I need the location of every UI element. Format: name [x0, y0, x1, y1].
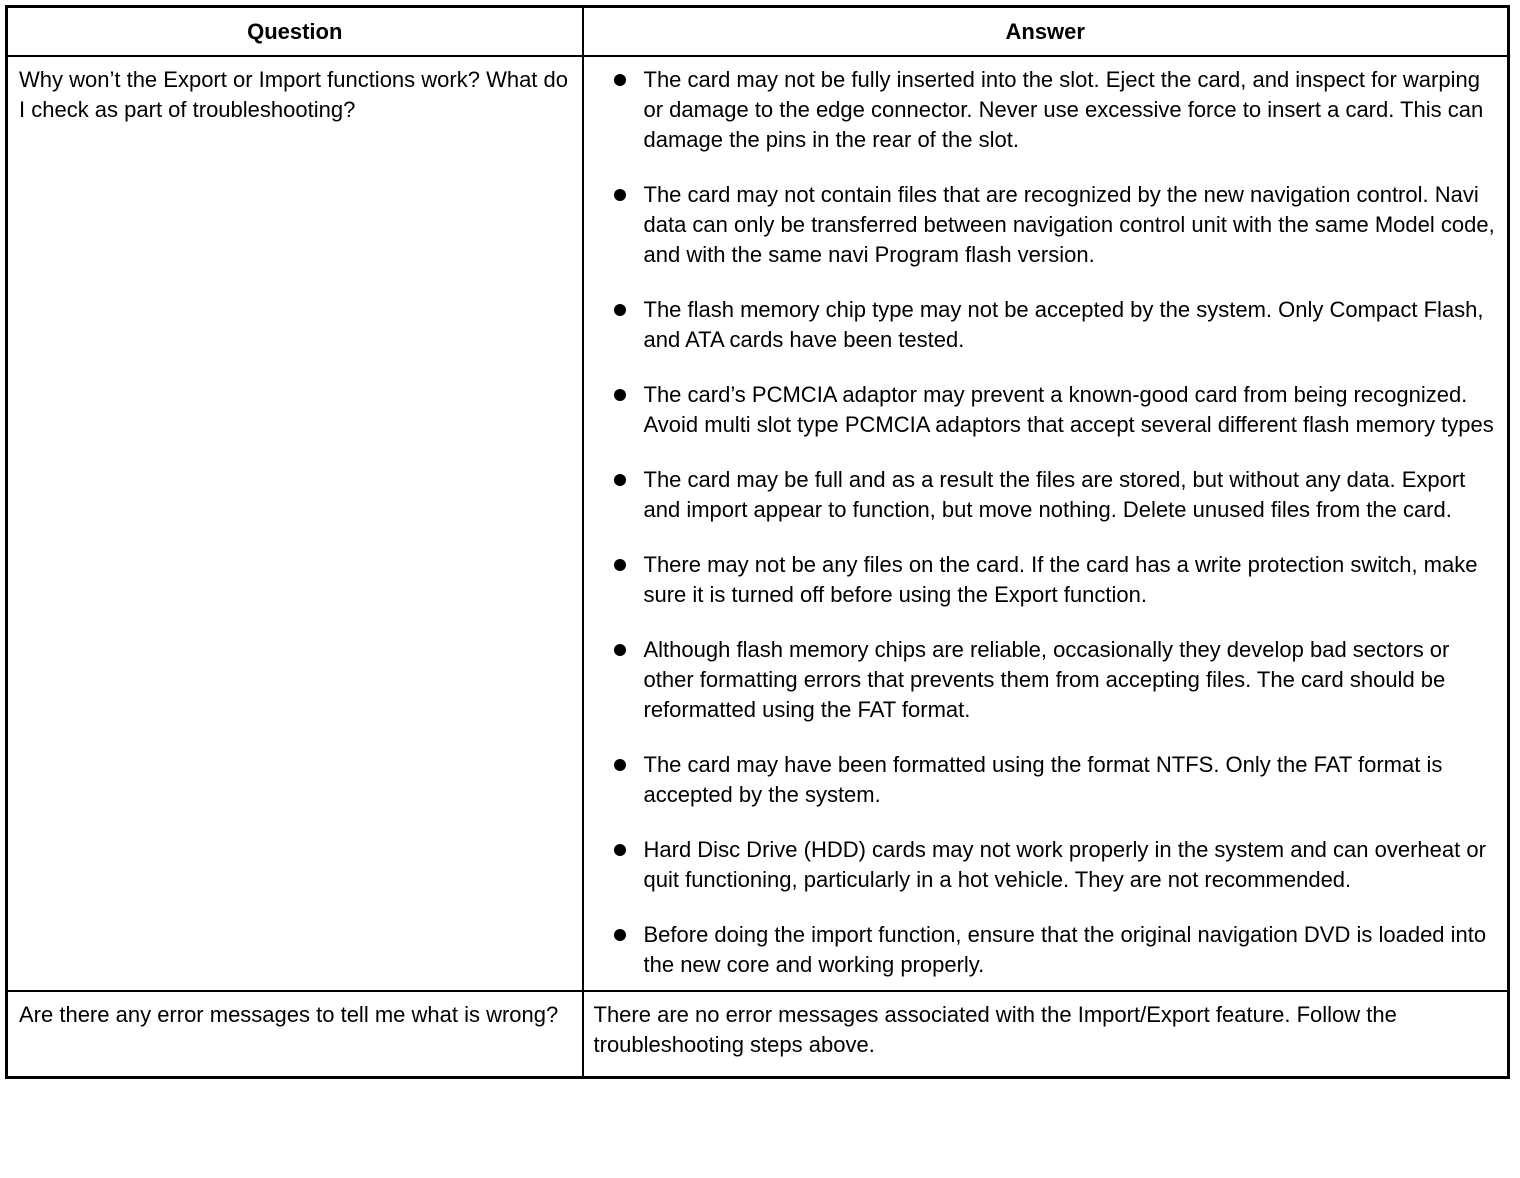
bullet-dot-icon — [614, 304, 626, 316]
answer-cell — [583, 56, 1509, 991]
bullet-dot-icon — [614, 644, 626, 656]
bullet-dot-icon — [614, 74, 626, 86]
qa-table — [5, 5, 1510, 1079]
bullet-item — [594, 835, 1498, 895]
question-column-header: Question — [7, 7, 583, 57]
bullet-dot-icon — [614, 759, 626, 771]
bullet-item — [594, 380, 1498, 440]
question-cell: Are there any error messages to tell me what is wrong? — [7, 991, 583, 1078]
bullet-text: The card may have been formatted using the format NTFS. Only the FAT format is accepted by the system. — [643, 752, 1443, 807]
question-cell: Why won’t the Export or Import functions work? What do I check as part of troubleshooting? — [7, 56, 583, 991]
bullet-dot-icon — [614, 389, 626, 401]
bullet-item — [594, 65, 1498, 155]
answer-cell: There are no error messages associated with the Import/Export feature. Follow the troubleshooting steps above. — [583, 991, 1509, 1078]
bullet-dot-icon — [614, 844, 626, 856]
table-row — [7, 56, 1509, 991]
bullet-dot-icon — [614, 929, 626, 941]
bullet-item — [594, 920, 1498, 980]
bullet-dot-icon — [614, 474, 626, 486]
bullet-item — [594, 750, 1498, 810]
bullet-text: Hard Disc Drive (HDD) cards may not work properly in the system and can overheat or quit functioning, particularly in a hot vehicle. They are not recommended. — [643, 837, 1486, 892]
bullet-text: Before doing the import function, ensure that the original navigation DVD is loaded into the new core and working properly. — [643, 922, 1487, 977]
bullet-dot-icon — [614, 559, 626, 571]
table-row — [7, 991, 1509, 1078]
bullet-text: The card may not be fully inserted into the slot. Eject the card, and inspect for warping or damage to the edge connector. Never use excessive force to insert a card. This can damage the pins in the rear of the slot. — [643, 67, 1484, 152]
bullet-text: The card’s PCMCIA adaptor may prevent a known-good card from being recognized. Avoid multi slot type PCMCIA adaptors that accept several different flash memory types — [643, 382, 1494, 437]
table-header-row — [7, 7, 1509, 57]
bullet-text: The flash memory chip type may not be accepted by the system. Only Compact Flash, and ATA cards have been tested. — [643, 297, 1484, 352]
bullet-text: Although flash memory chips are reliable, occasionally they develop bad sectors or other formatting errors that prevents them from accepting files. The card should be reformatted using the FAT format. — [643, 637, 1450, 722]
bullet-text: The card may not contain files that are recognized by the new navigation control. Navi data can only be transferred between navigation control unit with the same Model code, and with the same navi Program flash version. — [643, 182, 1495, 267]
answer-bullet-list — [594, 65, 1498, 980]
bullet-item — [594, 180, 1498, 270]
bullet-item — [594, 550, 1498, 610]
bullet-dot-icon — [614, 189, 626, 201]
bullet-text: The card may be full and as a result the files are stored, but without any data. Export and import appear to function, but move nothing. Delete unused files from the card. — [643, 467, 1466, 522]
answer-column-header: Answer — [583, 7, 1509, 57]
bullet-item — [594, 295, 1498, 355]
bullet-text: There may not be any files on the card. If the card has a write protection switch, make sure it is turned off before using the Export function. — [643, 552, 1478, 607]
bullet-item — [594, 465, 1498, 525]
bullet-item — [594, 635, 1498, 725]
